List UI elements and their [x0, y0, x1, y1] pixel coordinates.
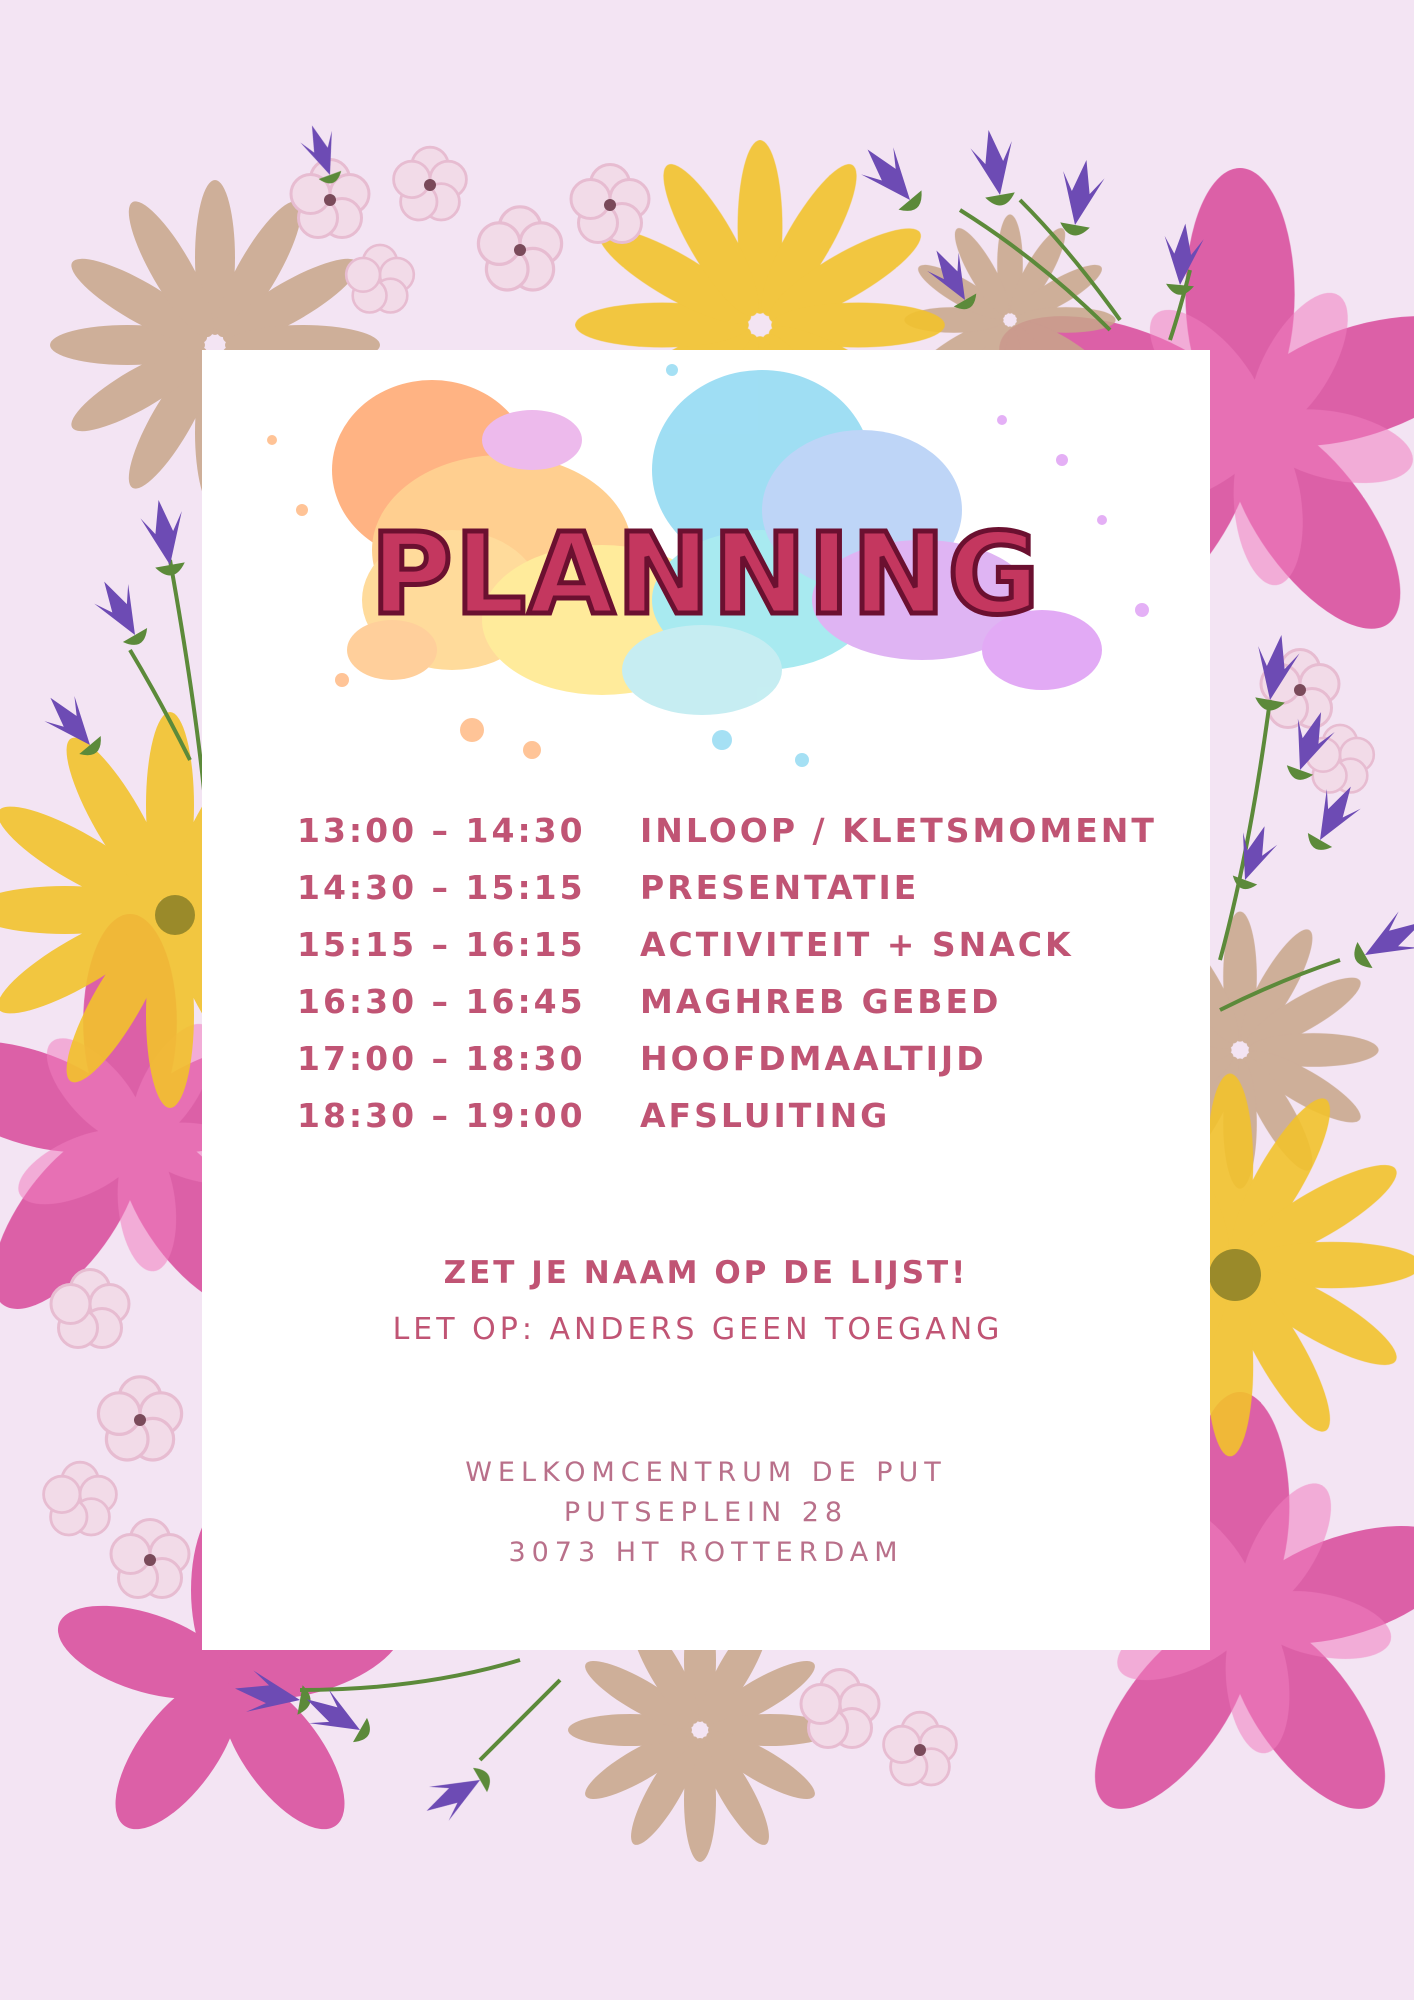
- address-line-city: 3073 HT ROTTERDAM: [508, 1537, 904, 1568]
- schedule-activity: HOOFDMAALTIJD: [640, 1039, 987, 1078]
- page-title: PLANNING: [370, 510, 1042, 640]
- schedule-row: [297, 859, 1157, 916]
- schedule-time: 17:00 – 18:30: [297, 1039, 586, 1078]
- schedule-activity: MAGHREB GEBED: [640, 982, 1002, 1021]
- schedule-row: [297, 802, 1157, 859]
- schedule-activity: INLOOP / KLETSMOMENT: [640, 811, 1157, 850]
- content-card: [202, 350, 1210, 1650]
- schedule-row: [297, 1087, 1157, 1144]
- schedule-time: 16:30 – 16:45: [297, 982, 586, 1021]
- schedule-row: [297, 916, 1157, 973]
- warning-note: LET OP: ANDERS GEEN TOEGANG: [392, 1312, 1004, 1347]
- schedule-time: 14:30 – 15:15: [297, 868, 586, 907]
- schedule-activity: AFSLUITING: [640, 1096, 891, 1135]
- schedule-row: [297, 973, 1157, 1030]
- schedule-activity: PRESENTATIE: [640, 868, 920, 907]
- schedule-time: 15:15 – 16:15: [297, 925, 586, 964]
- address-line-venue: WELKOMCENTRUM DE PUT: [465, 1457, 947, 1488]
- schedule-activity: ACTIVITEIT + SNACK: [640, 925, 1074, 964]
- schedule-time: 18:30 – 19:00: [297, 1096, 586, 1135]
- signup-note: ZET JE NAAM OP DE LIJST!: [443, 1255, 969, 1291]
- schedule-row: [297, 1030, 1157, 1087]
- schedule-list: [297, 802, 1157, 1144]
- schedule-time: 13:00 – 14:30: [297, 811, 586, 850]
- address-line-street: PUTSEPLEIN 28: [563, 1497, 849, 1528]
